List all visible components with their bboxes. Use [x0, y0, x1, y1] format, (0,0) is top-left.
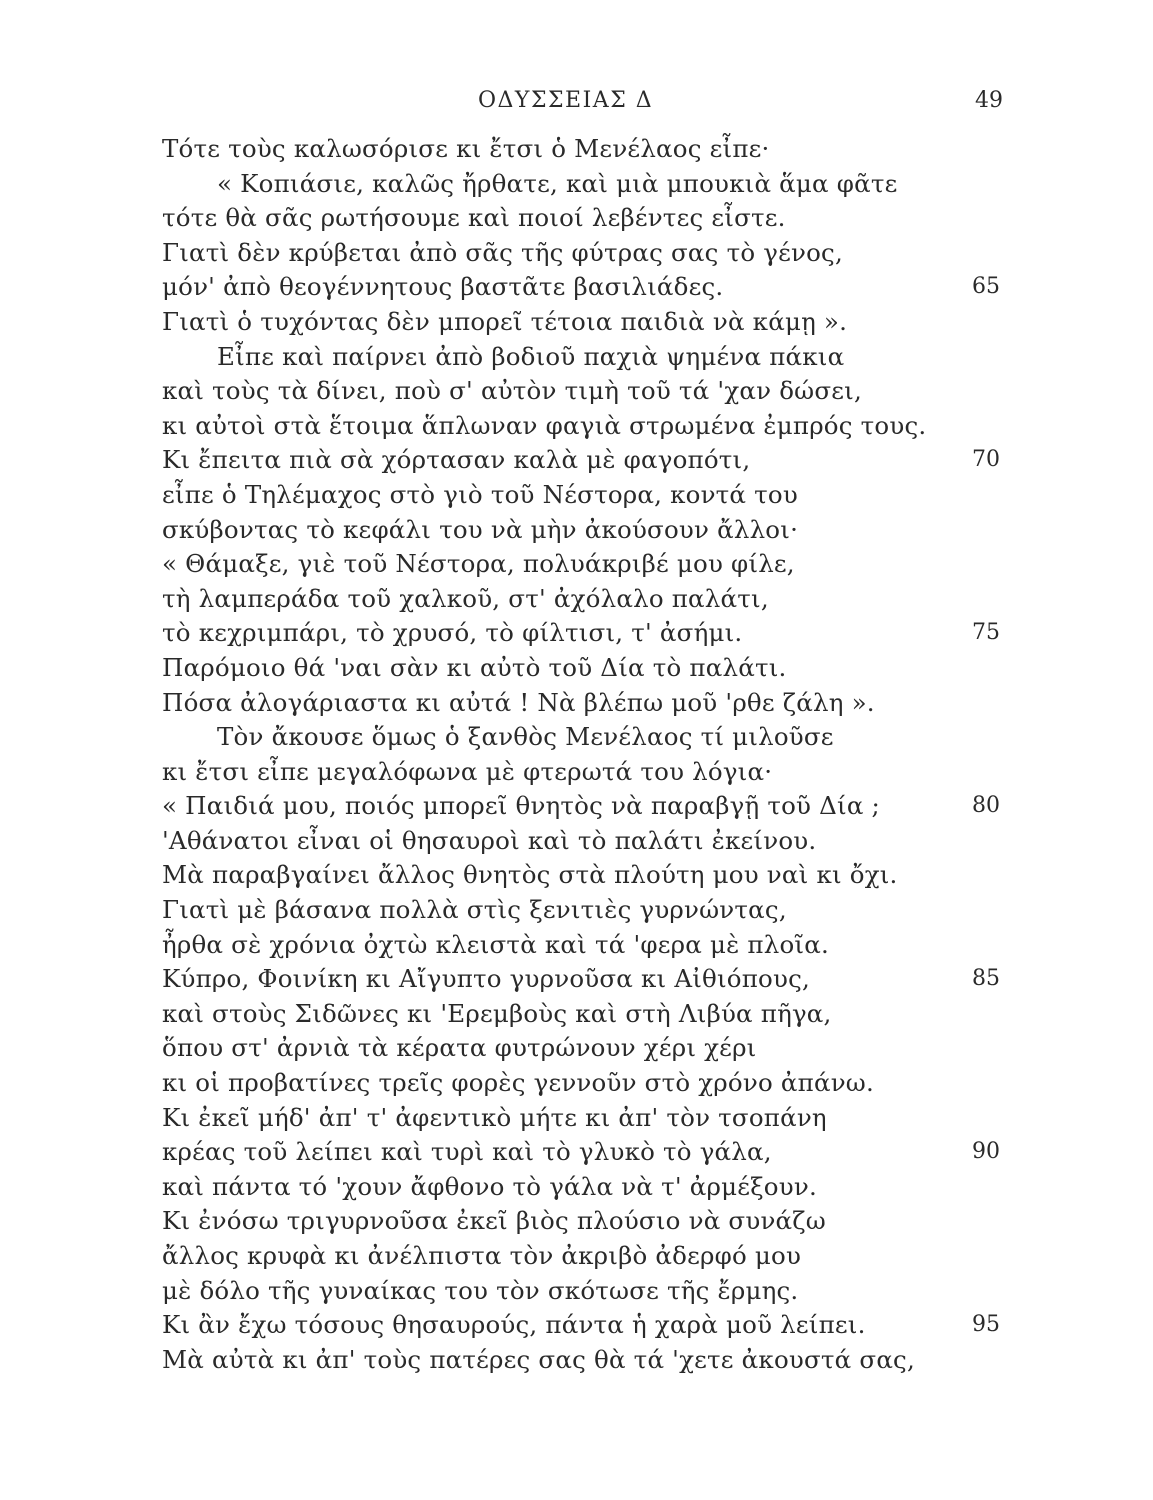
line-number: 75 [972, 620, 1000, 646]
line-number: 65 [972, 274, 1000, 300]
verse-line [0, 167, 1153, 202]
verse-line [0, 858, 1153, 893]
verse-text: ἄλλος κρυφὰ κι ἀνέλπιστα τὸν ἀκριβὸ ἀδερφό μου [162, 1241, 802, 1270]
verse-line [0, 755, 1153, 790]
verse-line [0, 305, 1153, 340]
verse-text: Μὰ παραβγαίνει ἄλλος θνητὸς στὰ πλούτη μου ναὶ κι ὄχι. [162, 860, 898, 890]
verse-line [0, 236, 1153, 271]
verse-line [0, 1170, 1153, 1205]
verse-text: Γιατὶ δὲν κρύβεται ἀπὸ σᾶς τῆς φύτρας σας τὸ γένος, [162, 237, 843, 267]
verse-line [0, 270, 1153, 305]
verse-text: καὶ στοὺς Σιδῶνες κι 'Ερεμβοὺς καὶ στὴ Λιβύα πῆγα, [162, 998, 832, 1028]
verse-text: « Παιδιά μου, ποιός μπορεῖ θνητὸς νὰ παραβγῇ τοῦ Δία ; [162, 791, 881, 821]
line-number: 80 [972, 793, 1000, 819]
verse-text: ἦρθα σὲ χρόνια ὀχτὼ κλειστὰ καὶ τά 'φερα μὲ πλοῖα. [162, 929, 829, 959]
verse-line [0, 1135, 1153, 1170]
verse-line [0, 616, 1153, 651]
verse-line [0, 1204, 1153, 1239]
verse-line [0, 132, 1153, 167]
verse-text: Κι ἐνόσω τριγυρνοῦσα ἐκεῖ βιὸς πλούσιο νὰ συνάζω [162, 1206, 826, 1236]
verse-line [0, 374, 1153, 409]
verse-line [0, 1274, 1153, 1309]
line-number: 90 [972, 1139, 1000, 1165]
verse-line [0, 720, 1153, 755]
verse-text: μόν' ἀπὸ θεογέννητους βαστᾶτε βασιλιάδες. [162, 272, 724, 302]
verse-line [0, 443, 1153, 478]
verse-line [0, 201, 1153, 236]
verse-text: τότε θὰ σᾶς ρωτήσουμε καὶ ποιοί λεβέντες εἶστε. [162, 203, 786, 233]
verse-text: Γιατὶ μὲ βάσανα πολλὰ στὶς ξενιτιὲς γυρνώντας, [162, 895, 787, 925]
verse-text: Γιατὶ ὁ τυχόντας δὲν μπορεῖ τέτοια παιδιὰ νὰ κάμῃ ». [162, 306, 848, 336]
verse-line [0, 686, 1153, 721]
verse-text: Κι ἐκεῖ μήδ' ἀπ' τ' ἀφεντικὸ μήτε κι ἀπ' τὸν τσοπάνη [162, 1102, 827, 1132]
verse-text: 'Αθάνατοι εἶναι οἱ θησαυροὶ καὶ τὸ παλάτι ἐκείνου. [162, 825, 817, 855]
verse-line [0, 824, 1153, 859]
running-head [0, 88, 1153, 118]
verse-text: μὲ δόλο τῆς γυναίκας του τὸν σκότωσε τῆς ἔρμης. [162, 1275, 799, 1305]
verse-text: « Κοπιάσιε, καλῶς ἤρθατε, καὶ μιὰ μπουκιὰ ἅμα φᾶτε [217, 168, 898, 198]
verse-text: Πόσα ἀλογάριαστα κι αὐτά ! Νὰ βλέπω μοῦ 'ρθε ζάλη ». [162, 687, 875, 717]
verse-line [0, 1031, 1153, 1066]
verse-text: καὶ τοὺς τὰ δίνει, ποὺ σ' αὐτὸν τιμὴ τοῦ τά 'χαν δώσει, [162, 376, 862, 406]
verse-text: εἶπε ὁ Τηλέμαχος στὸ γιὸ τοῦ Νέστορα, κοντά του [162, 479, 798, 509]
verse-text: τὸ κεχριμπάρι, τὸ χρυσό, τὸ φίλτισι, τ' ἀσήμι. [162, 618, 743, 648]
verse-line [0, 997, 1153, 1032]
verse-line [0, 1239, 1153, 1274]
verse-text: Κύπρο, Φοινίκη κι Αἴγυπτο γυρνοῦσα κι Αἰθιόπους, [162, 964, 810, 994]
verse-text: Κι ἔπειτα πιὰ σὰ χόρτασαν καλὰ μὲ φαγοπότι, [162, 445, 751, 475]
line-number: 70 [972, 447, 1000, 473]
verse-line [0, 789, 1153, 824]
verse-line [0, 962, 1153, 997]
verse-text: κι αὐτοὶ στὰ ἕτοιμα ἅπλωναν φαγιὰ στρωμένα ἐμπρός τους. [162, 410, 927, 440]
verse-text: σκύβοντας τὸ κεφάλι του νὰ μὴν ἀκούσουν ἄλλοι· [162, 514, 799, 544]
verse-text: Παρόμοιο θά 'ναι σὰν κι αὐτὸ τοῦ Δία τὸ παλάτι. [162, 652, 787, 682]
verse-text: κι οἱ προβατίνες τρεῖς φορὲς γεννοῦν στὸ χρόνο ἀπάνω. [162, 1068, 874, 1098]
verse-line [0, 513, 1153, 548]
verse-line [0, 409, 1153, 444]
verse-line [0, 893, 1153, 928]
verse-text: « Θάμαξε, γιὲ τοῦ Νέστορα, πολυάκριβέ μου φίλε, [162, 549, 795, 579]
verse-line [0, 340, 1153, 375]
verse-text: Μὰ αὐτὰ κι ἀπ' τοὺς πατέρες σας θὰ τά 'χετε ἀκουστά σας, [162, 1344, 915, 1374]
verse-line [0, 1066, 1153, 1101]
running-title: ΟΔΥΣΣΕΙΑΣ Δ [478, 88, 654, 113]
verse-block [0, 132, 1153, 1377]
page-number: 49 [975, 88, 1003, 113]
verse-text: τὴ λαμπεράδα τοῦ χαλκοῦ, στ' ἀχόλαλο παλάτι, [162, 583, 769, 613]
verse-text: Εἶπε καὶ παίρνει ἀπὸ βοδιοῦ παχιὰ ψημένα πάκια [217, 341, 845, 371]
verse-line [0, 928, 1153, 963]
verse-line [0, 478, 1153, 513]
verse-text: καὶ πάντα τό 'χουν ἄφθονο τὸ γάλα νὰ τ' ἀρμέξουν. [162, 1171, 817, 1201]
line-number: 95 [972, 1312, 1000, 1338]
verse-line [0, 651, 1153, 686]
verse-text: κι ἔτσι εἶπε μεγαλόφωνα μὲ φτερωτά του λόγια· [162, 756, 773, 786]
line-number: 85 [972, 966, 1000, 992]
verse-text: Τότε τοὺς καλωσόρισε κι ἔτσι ὁ Μενέλαος εἶπε· [162, 134, 770, 163]
verse-text: κρέας τοῦ λείπει καὶ τυρὶ καὶ τὸ γλυκὸ τὸ γάλα, [162, 1137, 772, 1167]
verse-line [0, 1343, 1153, 1378]
verse-line [0, 547, 1153, 582]
verse-text: ὅπου στ' ἀρνιὰ τὰ κέρατα φυτρώνουν χέρι χέρι [162, 1033, 757, 1063]
verse-line [0, 1101, 1153, 1136]
verse-line [0, 582, 1153, 617]
verse-line [0, 1308, 1153, 1343]
verse-text: Κι ἂν ἔχω τόσους θησαυρούς, πάντα ἡ χαρὰ μοῦ λείπει. [162, 1310, 866, 1340]
verse-text: Τὸν ἄκουσε ὅμως ὁ ξανθὸς Μενέλαος τί μιλοῦσε [217, 722, 834, 752]
